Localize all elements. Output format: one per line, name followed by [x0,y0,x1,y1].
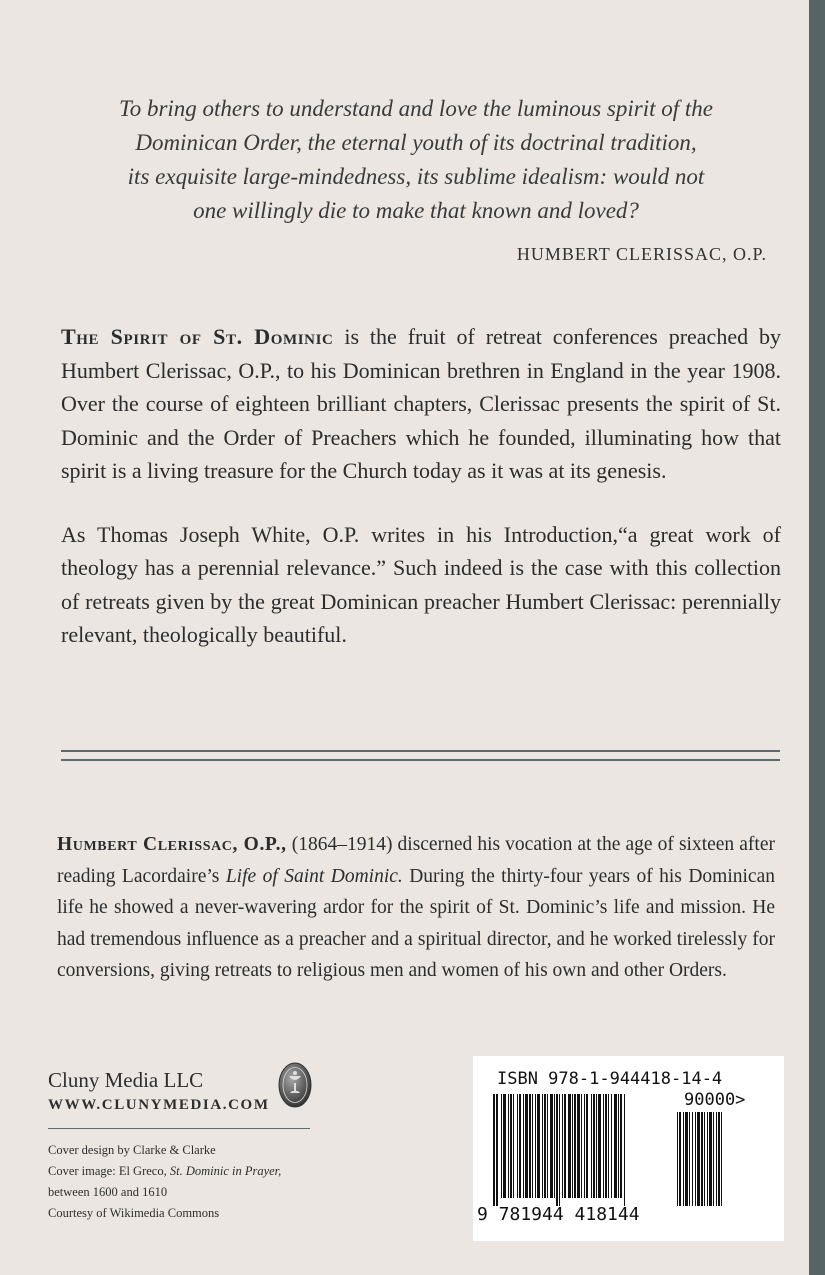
epigraph-line: one willingly die to make that known and loved? [193,198,639,223]
epigraph-attribution: HUMBERT CLERISSAC, O.P. [516,244,767,264]
author-bio-paragraph [57,829,775,987]
epigraph-quote [60,92,772,228]
epigraph-line: To bring others to understand and love the luminous spirit of the [119,96,713,121]
author-bio-text-a: (1864–1914) discerned his vocation at the age of sixteen after reading Lacordaire’s [57,834,775,887]
ean-digits: 9 781944 418144 [477,1204,640,1225]
author-bio-text-b: During the thirty-four years of his Dominican life he showed a never-wavering ardor for the spirit of St. Dominic’s life and mission. He had tremendous influence as a preacher and a spiritual director, and he worked tirelessly for conversions, giving retreats to religious men and women of his own and other Orders. [57,865,775,981]
addon-barcode-bars [677,1112,763,1206]
blurb-paragraph-2: As Thomas Joseph White, O.P. writes in his Introduction,“a great work of theology has a perennial relevance.” Such indeed is the case with this collection of retreats given by the great Dominican preacher Humbert Clerissac: perennially relevant, theologically beautiful. [61,521,781,647]
author-bio [57,829,775,987]
author-name: Humbert Clerissac, O.P., [57,834,287,855]
epigraph-line: Dominican Order, the eternal youth of its doctrinal tradition, [135,130,697,155]
credit-image [48,1161,281,1182]
price-code: 90000> [684,1090,746,1110]
spine-edge-strip [809,0,825,1275]
section-divider-top [61,750,780,752]
blurb-paragraph-1 [61,320,781,488]
book-reference-title: Life of Saint Dominic. [225,865,403,887]
section-divider-bottom [61,759,780,761]
epigraph-line: its exquisite large-mindedness, its sublime idealism: would not [127,164,705,189]
credit-design: Cover design by Clarke & Clarke [48,1143,216,1157]
credits-divider [48,1128,310,1129]
book-title-lead: The Spirit of St. Dominic [61,324,334,349]
credit-image-prefix: Cover image: El Greco, [48,1164,170,1178]
isbn-label: ISBN 978-1-944418-14-4 [497,1069,723,1089]
credit-image-title: St. Dominic in Prayer, [169,1164,282,1178]
blurb-paragraph-1-text: is the fruit of retreat conferences preached by Humbert Clerissac, O.P., to his Dominican brethren in England in the year 1908. Over the course of eighteen brilliant chapters, Clerissac presents the spirit of St. Dominic and the Order of Preachers which he founded, illuminating how that spirit is a living treasure for the Church today as it was at its genesis. [61,324,781,483]
isbn-barcode [473,1056,784,1241]
credit-image-dates: between 1600 and 1610 [48,1185,168,1199]
publisher-name: Cluny Media LLC [48,1068,204,1092]
publisher-seal-icon [278,1062,312,1108]
cover-credits [48,1140,281,1224]
book-blurb [61,320,781,682]
publisher-url: WWW.CLUNYMEDIA.COM [48,1097,270,1113]
credit-courtesy: Courtesy of Wikimedia Commons [48,1206,220,1220]
ean-barcode-bars [493,1094,669,1206]
